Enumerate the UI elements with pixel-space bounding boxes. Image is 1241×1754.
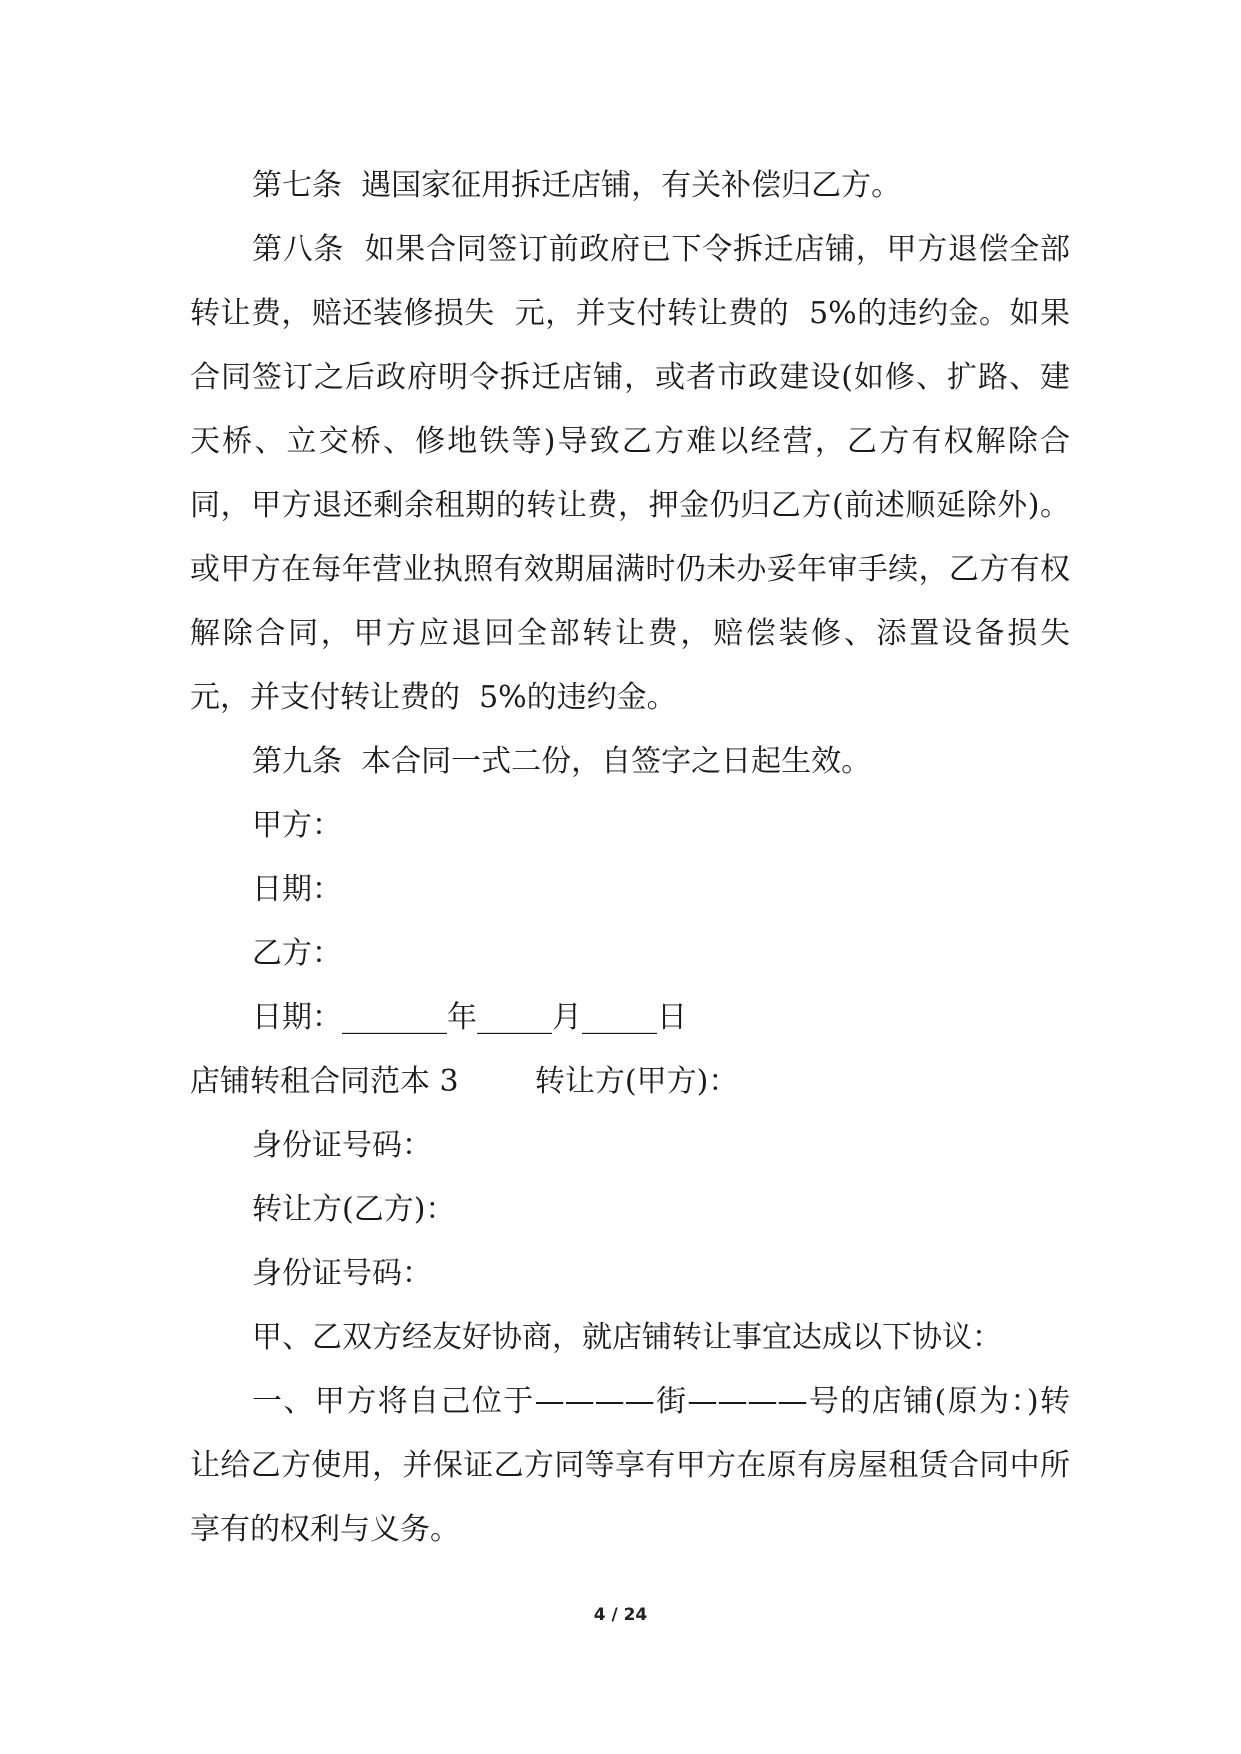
clause-7: 第七条 遇国家征用拆迁店铺，有关补偿归乙方。 — [252, 168, 902, 203]
contract-section-heading: 店铺转租合同范本 3 转让方(甲方)： — [190, 1064, 739, 1099]
clause-9: 第九条 本合同一式二份，自签字之日起生效。 — [252, 744, 872, 779]
document-body — [190, 154, 1090, 1562]
date-label-1: 日期： — [252, 872, 342, 907]
id-number-label-2: 身份证号码： — [252, 1256, 432, 1291]
party-b-label: 乙方： — [252, 936, 342, 971]
page-number: 4 / 24 — [593, 1605, 648, 1625]
clause-8: 第八条 如果合同签订前政府已下令拆迁店铺，甲方退偿全部转让费，赔还装修损失 元，并支付转让费的 5%的违约金。如果合同签订之后政府明令拆迁店铺，或者市政建设(如修、扩路、建天桥、立交桥、修地铁等)导致乙方难以经营，乙方有权解除合同，甲方退还剩余租期的转让费，押金仍归乙方(前述顺延除外)。或甲方在每年营业执照有效期届满时仍未办妥年审手续，乙方有权解除合同，甲方应退回全部转让费，赔偿装修、添置设备损失 元，并支付转让费的 5%的违约金。 — [190, 232, 1090, 715]
id-number-label-1: 身份证号码： — [252, 1128, 432, 1163]
party-a-label: 甲方： — [252, 808, 342, 843]
transferee-label: 转让方(乙方)： — [252, 1192, 456, 1227]
article-1: 一、甲方将自己位于————街————号的店铺(原为：)转让给乙方使用，并保证乙方同等享有甲方在原有房屋租赁合同中所享有的权利与义务。 — [190, 1384, 1070, 1547]
date-line: 日期：_______年_____月_____日 — [252, 1000, 687, 1035]
agreement-intro: 甲、乙双方经友好协商，就店铺转让事宜达成以下协议： — [252, 1320, 1002, 1355]
